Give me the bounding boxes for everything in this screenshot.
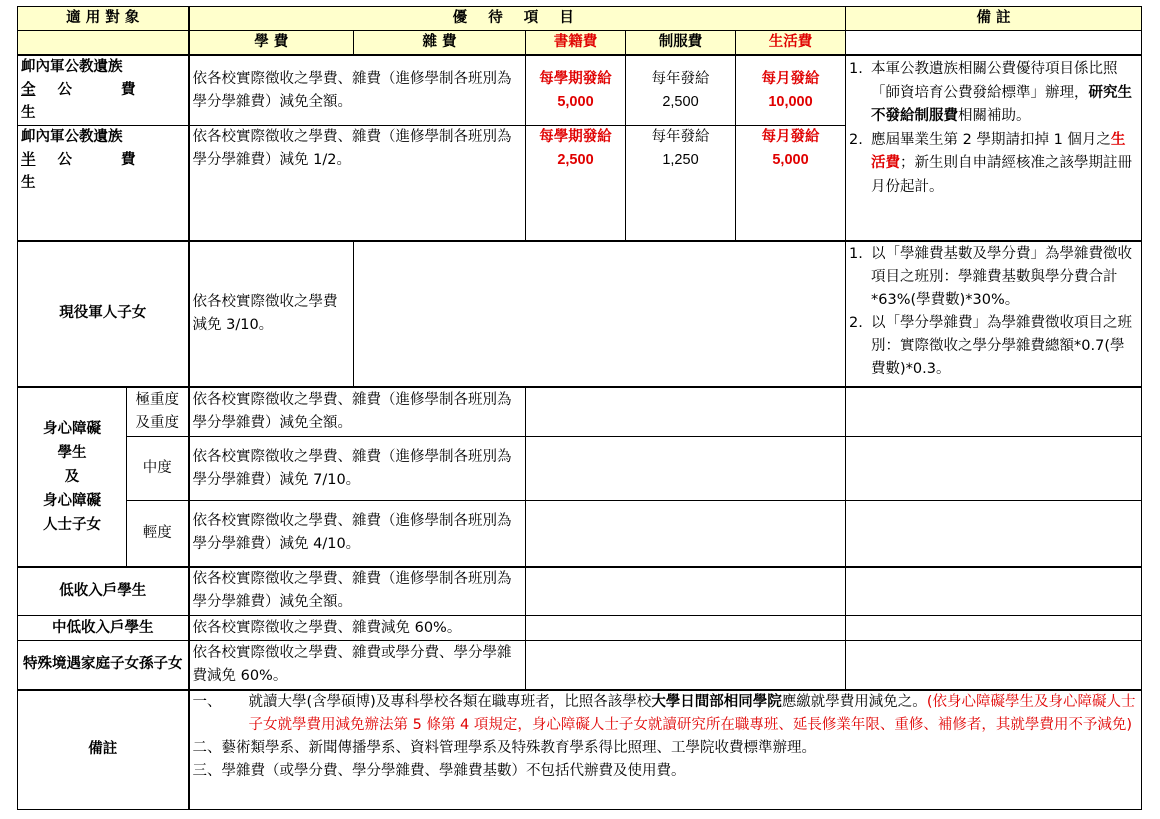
low-income-blank	[526, 567, 846, 616]
orphan-half-books: 每學期發給 2,500	[526, 126, 626, 241]
footer-label: 備註	[18, 690, 189, 810]
orphan-half-rest: 公 費 生	[21, 152, 158, 191]
disabled-moderate-label: 中度	[127, 437, 189, 501]
disabled-mild-remarks	[846, 501, 1142, 567]
footer-item-2: 二、藝術類學系、新聞傳播學系、資料管理學系及特殊教育學系得比照理、工學院收費標準辦理。	[192, 739, 816, 756]
orphan-half-label: 卹內軍公教遺族	[21, 129, 123, 145]
target-mid-low-income: 中低收入戶學生	[18, 616, 189, 641]
mid-low-income-remarks	[846, 616, 1142, 641]
orphan-full-books: 每學期發給 5,000	[526, 55, 626, 126]
disabled-severe-label: 極重度及重度	[127, 387, 189, 437]
disabled-severe-blank	[526, 387, 846, 437]
military-notes: 1. 以「學雜費基數及學分費」為學雜費徵收項目之班別：學雜費基數與學分費合計*63%(學費數)*30%。 2. 以「學分學雜費」為學雜費徵收項目之班別：實際徵收之學分學雜費總額*0.7(學費數)*0.3。	[846, 241, 1142, 387]
orphan-half-living: 每月發給 5,000	[736, 126, 846, 241]
special-family-blank	[526, 641, 846, 690]
footer-item-1: 一、 就讀大學(含學碩博)及專科學校各類在職專班者，比照各該學校大學日間部相同學院應繳就學費用減免之。(依身心障礙學生及身心障礙人士子女就學費用減免辦法第 5 條第 4 項規定，身心障礙人士子女就讀研究所在職專班、延長修業年限、重修、補修者，其就學費用不予減免)	[192, 693, 1136, 733]
mid-low-income-blank	[526, 616, 846, 641]
subheader-living: 生活費	[736, 31, 846, 56]
low-income-fee: 依各校實際徵收之學費、雜費（進修學制各班別為學分學雜費）減免全額。	[189, 567, 526, 616]
subheader-tuition: 學 費	[189, 31, 354, 56]
subheader-misc: 雜 費	[354, 31, 526, 56]
disabled-severe-fee: 依各校實際徵收之學費、雜費（進修學制各班別為學分學雜費）減免全額。	[189, 387, 526, 437]
disabled-moderate-blank	[526, 437, 846, 501]
subheader-remarks-blank	[846, 31, 1142, 56]
target-orphan-full	[18, 55, 189, 126]
orphan-full-rest: 公 費 生	[21, 82, 158, 121]
full-marker: 全	[21, 82, 36, 98]
disabled-mild-blank	[526, 501, 846, 567]
military-blank	[354, 241, 846, 387]
special-family-remarks	[846, 641, 1142, 690]
orphan-notes: 1. 本軍公教遺族相關公費優待項目係比照「師資培育公費發給標準」辦理，研究生不發給制服費相關補助。 2. 應屆畢業生第 2 學期請扣掉 1 個月之生活費；新生則自申請經核准之該學期註冊月份起計。	[846, 55, 1142, 241]
target-orphan-half	[18, 126, 189, 241]
orphan-half-fee: 依各校實際徵收之學費、雜費（進修學制各班別為學分學雜費）減免 1/2。	[189, 126, 526, 241]
orphan-half-uniform: 每年發給 1,250	[626, 126, 736, 241]
header-target-blank	[18, 31, 189, 56]
header-remarks: 備 註	[846, 7, 1142, 31]
subheader-uniform: 制服費	[626, 31, 736, 56]
half-marker: 半	[21, 152, 36, 168]
target-special-family: 特殊境遇家庭子女孫子女	[18, 641, 189, 690]
disabled-moderate-fee: 依各校實際徵收之學費、雜費（進修學制各班別為學分學雜費）減免 7/10。	[189, 437, 526, 501]
disabled-mild-fee: 依各校實際徵收之學費、雜費（進修學制各班別為學分學雜費）減免 4/10。	[189, 501, 526, 567]
target-disabled: 身心障礙 學生 及 身心障礙 人士子女	[18, 387, 127, 567]
orphan-full-living: 每月發給 10,000	[736, 55, 846, 126]
fee-reduction-table	[17, 6, 1142, 810]
footer-item-3: 三、學雜費（或學分費、學分學雜費、學雜費基數）不包括代辦費及使用費。	[192, 762, 686, 779]
target-military: 現役軍人子女	[18, 241, 189, 387]
special-family-fee: 依各校實際徵收之學費、雜費或學分費、學分學雜費減免 60%。	[189, 641, 526, 690]
orphan-full-label: 卹內軍公教遺族	[21, 59, 123, 75]
footer-notes	[189, 690, 1142, 810]
header-benefits: 優 待 項 目	[189, 7, 846, 31]
mid-low-income-fee: 依各校實際徵收之學費、雜費減免 60%。	[189, 616, 526, 641]
disabled-severe-remarks	[846, 387, 1142, 437]
target-low-income: 低收入戶學生	[18, 567, 189, 616]
orphan-full-fee: 依各校實際徵收之學費、雜費（進修學制各班別為學分學雜費）減免全額。	[189, 55, 526, 126]
disabled-moderate-remarks	[846, 437, 1142, 501]
header-target: 適 用 對 象	[18, 7, 189, 31]
military-fee: 依各校實際徵收之學費減免 3/10。	[189, 241, 354, 387]
subheader-books: 書籍費	[526, 31, 626, 56]
low-income-remarks	[846, 567, 1142, 616]
disabled-mild-label: 輕度	[127, 501, 189, 567]
orphan-full-uniform: 每年發給 2,500	[626, 55, 736, 126]
